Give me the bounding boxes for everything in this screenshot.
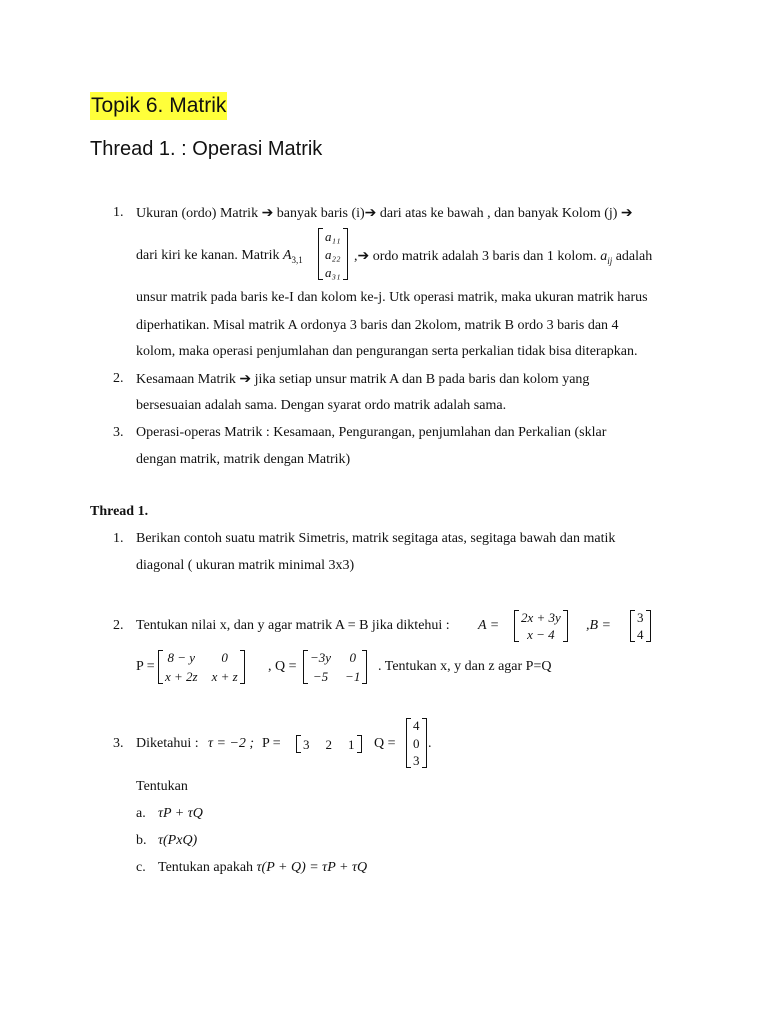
matrix-cell: 2 [325,736,332,752]
matrix-cell: 0 [221,650,228,665]
matrix-cell: 3 [413,753,420,768]
page-title: Topik 6. Matrik [90,92,227,120]
matrix-cell: −5 [312,669,329,684]
matrix-p [158,650,245,684]
thread-heading: Thread 1. [90,504,149,519]
matrix-cell: x − 4 [527,627,555,642]
matrix-label-p: P = [262,736,281,751]
matrix-cell: −1 [345,669,361,684]
option-a-text: τP + τQ [158,806,203,821]
paragraph-line: unsur matrik pada baris ke-I dan kolom ke-j. Utk operasi matrik, maka ukuran matrik harus [136,290,648,305]
matrix-cell: x + z [211,669,238,684]
paragraph-line: Diketahui : [136,736,199,751]
matrix-cell: 3 [303,736,310,752]
option-b-text: τ(PxQ) [158,833,198,848]
matrix-cell: 0 [349,650,356,665]
matrix-label-q: , Q = [268,659,297,674]
period: . [428,736,432,751]
matrix-cell: 3 [637,610,644,625]
paragraph-line: Operasi-operas Matrik : Kesamaan, Pengurangan, penjumlahan dan Perkalian (sklar [136,425,607,440]
option-c-text: Tentukan apakah τ(P + Q) = τP + τQ [158,860,368,875]
paragraph-line: Ukuran (ordo) Matrik ➔ banyak baris (i)➔ dari atas ke bawah , dan banyak Kolom (j) ➔ [136,206,633,221]
paragraph-line: dengan matrik, matrik dengan Matrik) [136,452,351,467]
matrix-cell: a₃₁ [325,265,341,280]
list-number: 3. [113,736,124,751]
tau-value: τ = −2 ; [208,736,255,751]
paragraph-line: Kesamaan Matrik ➔ jika setiap unsur matrik A dan B pada baris dan kolom yang [136,372,590,387]
paragraph-line: bersesuaian adalah sama. Dengan syarat ordo matrik adalah sama. [136,398,507,413]
paragraph-line: Tentukan nilai x, dan y agar matrik A = B jika diktehui : [136,618,450,633]
matrix-q-col [406,718,427,768]
option-c-label: c. [136,860,146,875]
matrix-cell: a₁₁ [325,229,341,244]
matrix-cell: 4 [413,718,420,733]
matrix-a31 [318,228,348,280]
matrix-p-row [296,735,362,753]
matrix-b [630,610,651,642]
list-number: 1. [113,531,124,546]
tentukan-label: Tentukan [136,779,188,794]
paragraph-line: diagonal ( ukuran matrik minimal 3x3) [136,558,355,573]
paragraph-line: . Tentukan x, y dan z agar P=Q [378,659,552,674]
list-number: 2. [113,618,124,633]
matrix-label-p: P = [136,659,155,674]
list-number: 3. [113,425,124,440]
matrix-cell: 2x + 3y [521,610,561,625]
matrix-q [303,650,367,684]
paragraph-line: dari kiri ke kanan. Matrik $A_{3,1}$ [136,248,303,265]
option-b-label: b. [136,833,147,848]
matrix-cell: 1 [348,736,355,752]
list-number: 1. [113,205,124,220]
matrix-cell: a₂₂ [325,247,341,262]
paragraph-line: ,➔ ordo matrik adalah 3 baris dan 1 kolom. $a_{ij}$ adalah [354,249,653,266]
page-subtitle: Thread 1. : Operasi Matrik [90,138,323,160]
paragraph-line: kolom, maka operasi penjumlahan dan pengurangan serta perkalian tidak bisa diterapkan. [136,344,638,359]
list-number: 2. [113,371,124,386]
matrix-cell: 8 − y [167,650,196,665]
matrix-label-a: A = [478,618,500,633]
matrix-cell: −3y [310,650,332,665]
option-a-label: a. [136,806,146,821]
matrix-cell: 4 [637,627,644,642]
paragraph-line: Berikan contoh suatu matrik Simetris, matrik segitaga atas, segitaga bawah dan matik [136,531,616,546]
matrix-label-q: Q = [374,736,396,751]
matrix-a [514,610,568,642]
matrix-label-b: ,B = [586,618,611,633]
paragraph-line: diperhatikan. Misal matrik A ordonya 3 baris dan 2kolom, matrik B ordo 3 baris dan 4 [136,318,619,333]
matrix-cell: x + 2z [165,669,198,684]
matrix-cell: 0 [413,735,420,751]
